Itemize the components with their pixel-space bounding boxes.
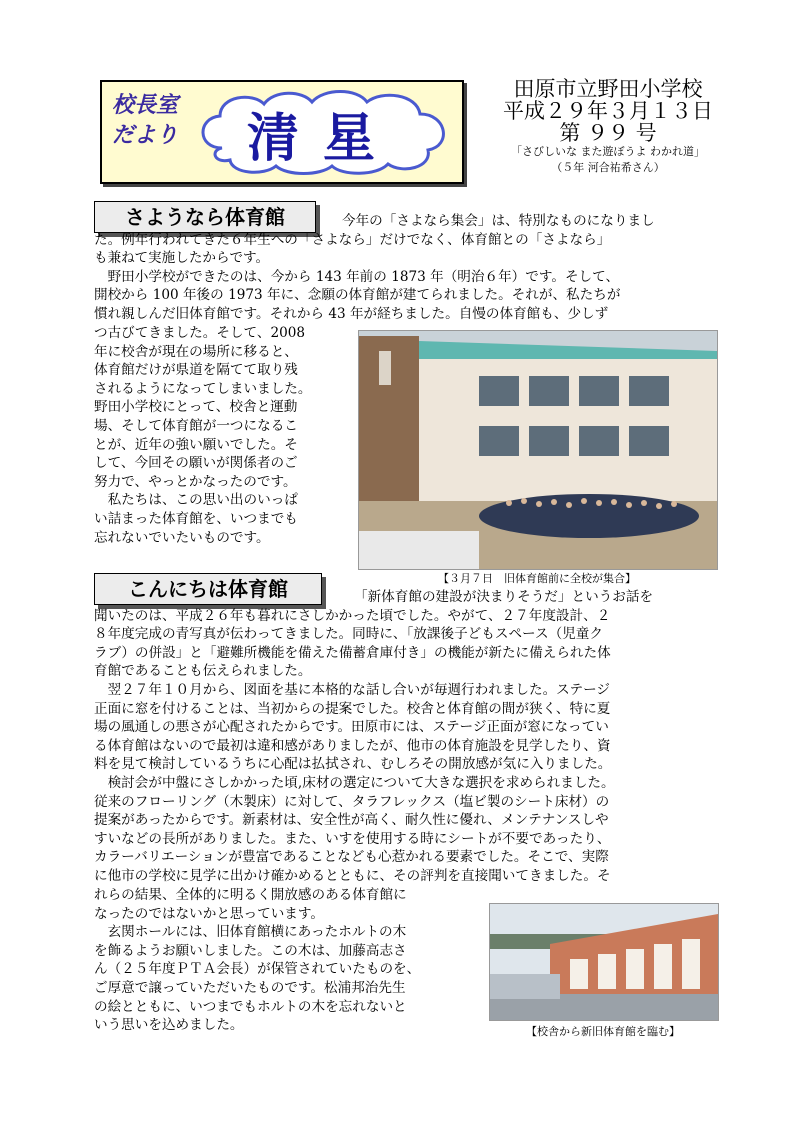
- section1-text-narrow: [94, 324, 352, 547]
- motto-author: （５年 河合祐希さん）: [551, 161, 665, 174]
- text-line: いう思いを込めました。: [94, 1017, 244, 1034]
- issue-number: 第 ９９ 号: [559, 121, 657, 145]
- text-line: に他市の学校に見学に出かけ確かめるとともに、その評判を直接聞いてきました。そ: [94, 867, 611, 884]
- text-line: た。例年行われてきた６年生への「さよなら」だけでなく、体育館との「さよなら」: [94, 231, 611, 248]
- text-line: されるようになってしまいました。: [94, 380, 312, 397]
- text-line: 野田小学校にとって、校舎と運動: [94, 399, 298, 416]
- text-line: 翌２７年１０月から、図面を基に本格的な話し合いが毎週行われました。ステージ: [94, 681, 611, 698]
- new-gym-caption: 【校舎から新旧体育館を臨む】: [526, 1025, 680, 1038]
- text-line: 今年の「さよなら集会」は、特別なものになりまし: [342, 213, 655, 229]
- text-line: 育館であることも伝えられました。: [94, 663, 312, 680]
- new-gym-photo: [489, 903, 719, 1021]
- masthead: [100, 80, 464, 184]
- text-line: なったのではないかと思っています。: [94, 905, 325, 922]
- text-line: の絵とともに、いつまでもホルトの木を忘れないと: [94, 998, 407, 1015]
- text-line: 慣れ親しんだ旧体育館です。それから 43 年が経ちました。自慢の体育館も、少しず: [94, 305, 609, 322]
- old-gym-photo: [358, 330, 718, 570]
- school-name: 田原市立野田小学校: [513, 77, 703, 101]
- text-line: 場、そして体育館が一つになるこ: [94, 417, 298, 434]
- section1-text-top: [94, 212, 720, 324]
- section-heading-hello: こんにちは体育館: [94, 573, 322, 605]
- text-line: 「新体育館の建設が決まりそうだ」というお話を: [354, 589, 654, 605]
- masthead-label-line2: だより: [112, 122, 179, 148]
- text-line: 検討会が中盤にさしかかった頃,床材の選定について大きな選択を求められました。: [94, 774, 615, 791]
- text-line: 開校から 100 年後の 1973 年に、念願の体育館が建てられました。それが、私たちが: [94, 287, 621, 304]
- section2-text-top: [94, 588, 720, 886]
- motto: 「さびしいな また遊ぼうよ わかれ道」: [511, 145, 705, 158]
- text-line: 料を見て検討しているうちに心配は払拭され、むしろその開放感が気に入りました。: [94, 756, 612, 773]
- text-line: つ古びてきました。そして、2008: [94, 325, 306, 341]
- text-line: カラーバリエーションが豊富であることなども心惹かれる要素でした。そこで、実際: [94, 849, 609, 866]
- text-line: 従来のフローリング（木製床）に対して、タラフレックス（塩ビ製のシート床材）の: [94, 793, 610, 810]
- text-line: ８年度完成の青写真が伝わってきました。同時に、「放課後子どもスペース（児童ク: [94, 626, 603, 643]
- text-line: 聞いたのは、平成２６年も暮れにさしかかった頃でした。やがて、２７年度設計、２: [94, 607, 611, 624]
- text-line: も兼ねて実施したからです。: [94, 250, 270, 267]
- text-line: 年に校舎が現在の場所に移ると、: [94, 343, 298, 360]
- text-line: 忘れないでいたいものです。: [94, 529, 270, 546]
- text-line: 場の風通しの悪さが心配されたからです。田原市には、ステージ正面が窓になってい: [94, 719, 609, 736]
- masthead-label: [112, 90, 182, 150]
- text-line: とが、近年の強い願いでした。そ: [94, 436, 298, 453]
- old-gym-photo-icon: [359, 331, 717, 569]
- masthead-title: 清星: [246, 108, 399, 169]
- text-line: る体育館はないので最初は違和感がありましたが、他市の体育施設を見学したり、資: [94, 737, 611, 754]
- masthead-label-line1: 校長室: [112, 92, 179, 118]
- issue-date: 平成２９年３月１３日: [503, 99, 713, 123]
- text-line: 玄関ホールには、旧体育館横にあったホルトの木: [94, 924, 407, 941]
- text-line: 正面に窓を付けることは、当初からの提案でした。校舎と体育館の間が狭く、特に夏: [94, 700, 611, 717]
- text-line: すいなどの長所がありました。また、いすを使用する時にシートが不要であったり、: [94, 830, 611, 847]
- text-line: 私たちは、この思い出のいっぱ: [94, 492, 298, 509]
- school-info: [478, 78, 738, 176]
- text-line: を飾るようお願いしました。この木は、加藤高志さ: [94, 942, 407, 959]
- text-line: い詰まった体育館を、いつまでも: [94, 510, 298, 527]
- new-gym-photo-icon: [490, 904, 718, 1020]
- text-line: して、今回その願いが関係者のご: [94, 455, 298, 472]
- text-line: れらの結果、全体的に明るく開放感のある体育館に: [94, 887, 407, 903]
- text-line: 提案があったからです。新素材は、安全性が高く、耐久性に優れ、メンテナンスしや: [94, 812, 609, 829]
- text-line: ん（２５年度ＰＴＡ会長）が保管されていたものを、: [94, 961, 421, 978]
- text-line: 体育館だけが県道を隔てて取り残: [94, 362, 298, 379]
- section-heading-farewell: さようなら体育館: [94, 201, 316, 233]
- text-line: ご厚意で譲っていただいたものです。松浦邦治先生: [94, 979, 406, 996]
- text-line: 野田小学校ができたのは、今から 143 年前の 1873 年（明治６年）です。そして、: [94, 268, 620, 285]
- old-gym-caption: 【３月７日 旧体育館前に全校が集合】: [438, 572, 636, 585]
- text-line: ラブ）の併設」と「避難所機能を備えた備蓄倉庫付き」の機能が新たに備えられた体: [94, 644, 611, 661]
- text-line: 努力で、やっとかなったのです。: [94, 473, 297, 490]
- section2-text-narrow: [94, 886, 484, 1035]
